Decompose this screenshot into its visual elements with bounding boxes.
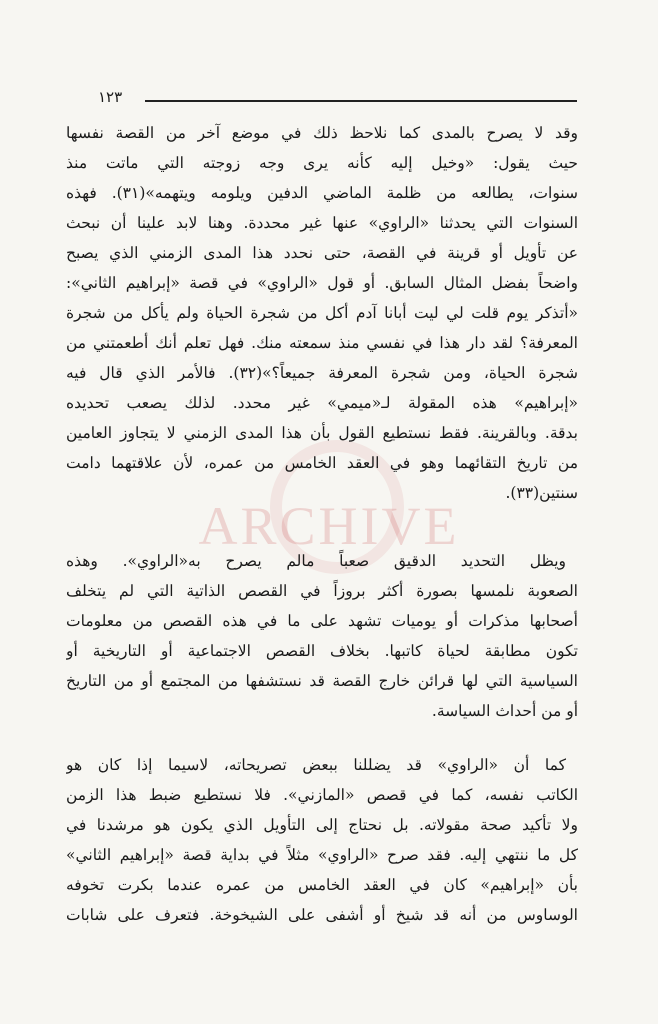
text-line: الكاتب نفسه، كما في قصص «المازني». فلا نستطيع ضبط هذا الزمن (66, 786, 578, 804)
text-line: الصعوبة نلمسها بصورة أكثر بروزاً في القصص الذاتية التي لم يتخلف (66, 582, 578, 600)
header-rule (145, 100, 577, 102)
text-line: سنتين(٣٣). (505, 484, 578, 502)
paragraph-2 (66, 546, 578, 726)
text-line: «أتذكر يوم قلت لي ليت أبانا آدم أكل من شجرة الحياة ولم يأكل من شجرة (66, 304, 578, 322)
text-line: شجرة الحياة، ومن شجرة المعرفة جميعاً؟»(٣٢). فالأمر الذي قال فيه (66, 364, 578, 382)
text-line: الوساوس من أنه قد شيخ أو أشفى على الشيخوخة. فتعرف على شابات (66, 906, 578, 924)
paragraph-1 (66, 118, 578, 508)
text-line: بدقة. وبالقرينة. فقط نستطيع القول بأن هذا المدى الزمني لا يتجاوز العامين (66, 424, 578, 442)
text-line: بأن «إبراهيم» كان في العقد الخامس من عمره عندما بكرت تخوفه (66, 876, 578, 894)
text-line: كل ما ننتهي إليه. فقد صرح «الراوي» مثلاً في بداية قصة «إبراهيم الثاني» (66, 846, 578, 864)
text-line: السياسية التي لها قرائن خارج القصة قد نستشفها من المجتمع أو من التاريخ (66, 672, 578, 690)
text-line: وقد لا يصرح بالمدى كما نلاحظ ذلك في موضع آخر من القصة نفسها (66, 124, 578, 142)
text-line: عن تأويل أو قرينة في القصة، حتى نحدد هذا المدى الزمني الذي يصبح (66, 244, 578, 262)
text-line: المعرفة؟ لقد دار هذا في نفسي منذ سمعته منك. فهل تعلم أنك أطعمتني من (66, 334, 578, 352)
text-line: كما أن «الراوي» قد يضللنا ببعض تصريحاته، لاسيما إذا كان هو (66, 756, 566, 774)
text-line: تكون مطابقة لحياة كاتبها. بخلاف القصص الاجتماعية أو التاريخية أو (66, 642, 578, 660)
text-line: أو من أحداث السياسة. (431, 702, 578, 720)
text-line: ويظل التحديد الدقيق صعباً مالم يصرح به«الراوي». وهذه (66, 552, 566, 570)
text-line: سنوات، يطالعه من ظلمة الماضي الدفين ويلومه ويتهمه»(٣١). فهذه (66, 184, 578, 202)
text-line: أصحابها مذكرات أو يوميات تشهد على ما في هذه القصص من معلومات (66, 612, 578, 630)
text-line: «إبراهيم» هذه المقولة لـ«ميمي» غير محدد. لذلك يصعب تحديده (66, 394, 578, 412)
text-line: السنوات التي يحدثنا «الراوي» عنها غير محددة. وهنا لابد علينا أن نبحث (66, 214, 578, 232)
text-line: ولا تأكيد صحة مقولاته. بل نحتاج إلى التأويل الذي يكون هو مرشدنا في (66, 816, 578, 834)
text-line: واضحاً بفضل المثال السابق. أو قول «الراوي» في قصة «إبراهيم الثاني»: (66, 274, 578, 292)
archive-watermark: ARCHIVE (198, 496, 460, 556)
text-line: من تاريخ التقائهما وهو في العقد الخامس من عمره، لأن علاقتهما دامت (66, 454, 578, 472)
paragraph-3 (66, 750, 578, 930)
page-number: ١٢٣ (98, 88, 123, 106)
text-line: حيث يقول: «وخيل إليه كأنه يرى وجه زوجته التي ماتت منذ (66, 154, 578, 172)
